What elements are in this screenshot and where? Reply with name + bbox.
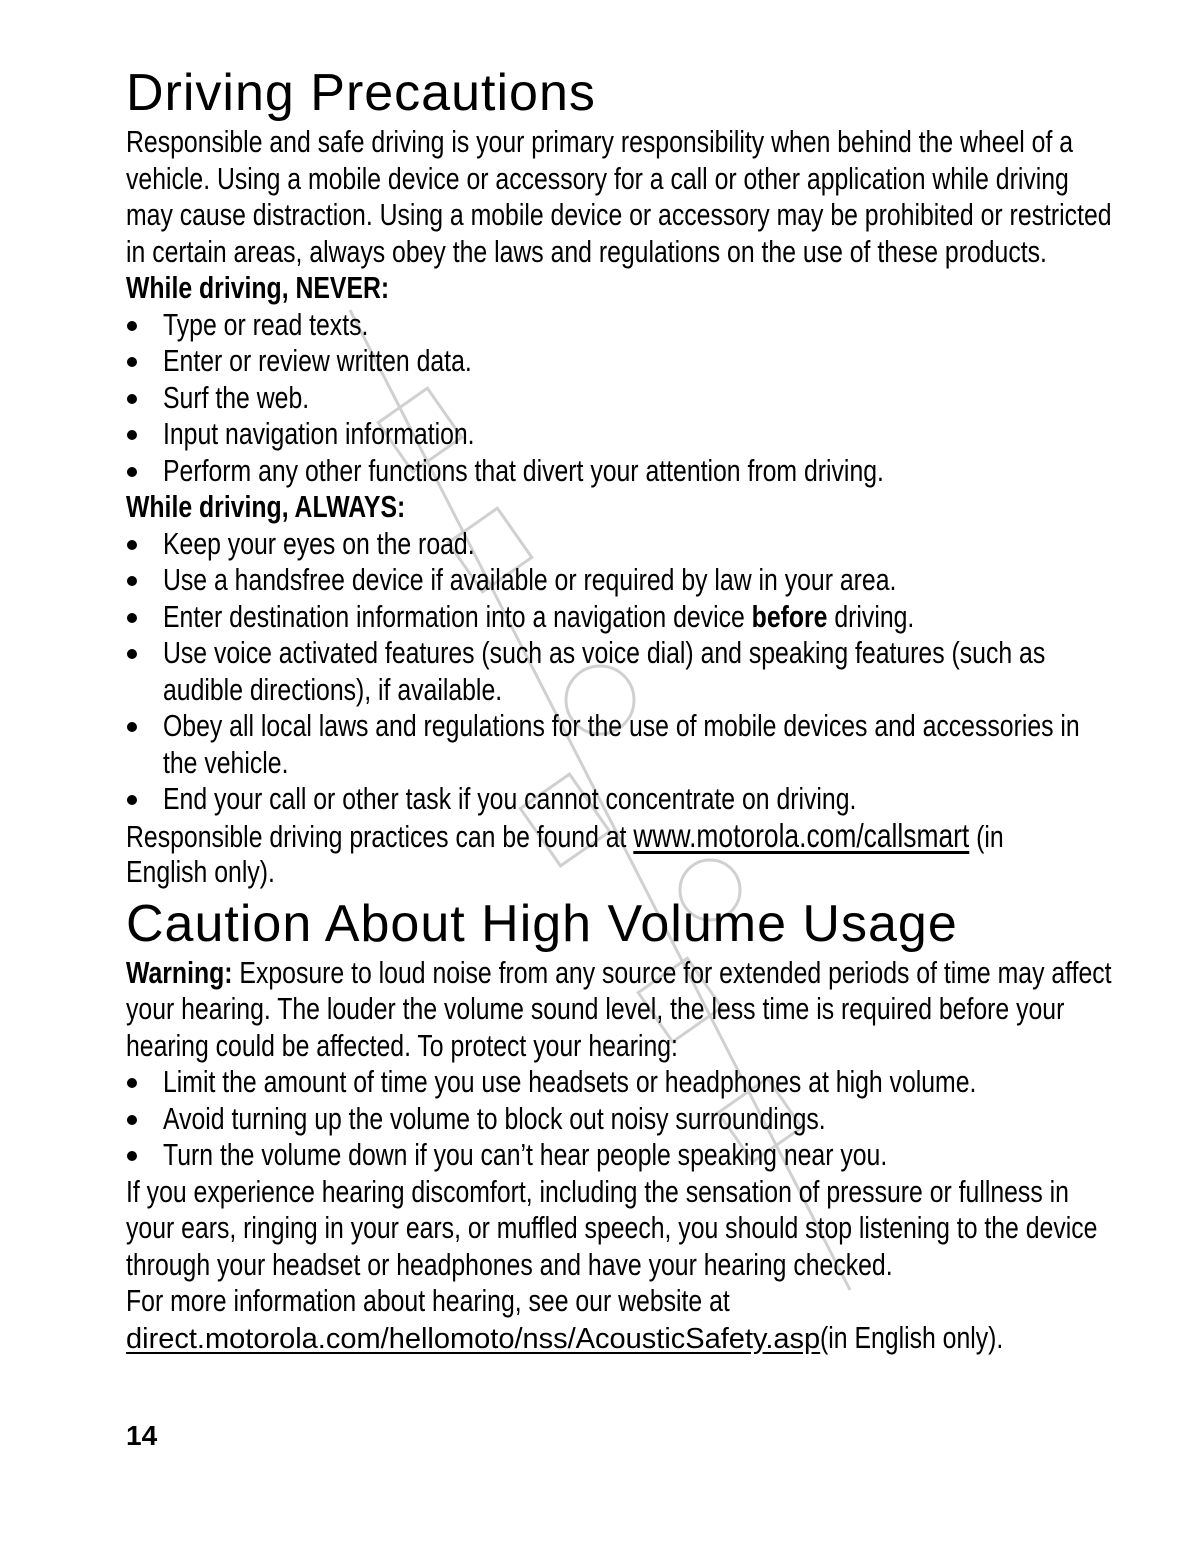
list-item xyxy=(126,307,1066,344)
warning-label: Warning: xyxy=(126,954,233,990)
list-item-text: Surf the web. xyxy=(163,379,310,415)
list-item-text: Obey all local laws and regulations for the use of mobile devices and accessories in xyxy=(163,708,1080,743)
volume-discomfort xyxy=(126,1173,1098,1360)
bullet-dot-icon xyxy=(127,649,137,659)
list-item xyxy=(126,1101,1066,1138)
volume-warning xyxy=(126,954,1112,1065)
list-item xyxy=(126,380,1066,417)
list-item xyxy=(126,526,1066,563)
list-item xyxy=(126,453,1066,490)
page-content xyxy=(126,62,1112,1360)
practices-line xyxy=(126,818,1004,856)
list-item xyxy=(126,562,1066,599)
emphasis-before: before xyxy=(751,598,828,634)
warning-line: hearing could be affected. To protect your hearing: xyxy=(126,1027,678,1063)
bullet-dot-icon xyxy=(127,1078,137,1088)
callsmart-link[interactable]: www.motorola.com/callsmart xyxy=(633,816,970,854)
always-list xyxy=(126,525,1080,818)
bullet-dot-icon xyxy=(127,321,137,331)
acoustic-safety-link[interactable]: direct.motorola.com/hellomoto/nss/AcousticSafety.asp xyxy=(126,1322,821,1355)
list-item-text: the vehicle. xyxy=(163,744,289,780)
section-title-volume: Caution About High Volume Usage xyxy=(126,894,958,953)
list-item xyxy=(126,781,1066,818)
item-text-part: Enter destination information into a navigation device xyxy=(163,598,752,634)
intro-line: in certain areas, always obey the laws and regulations on the use of these products. xyxy=(126,233,1047,269)
more-info-line: For more information about hearing, see our website at xyxy=(126,1283,730,1318)
discomfort-line: through your headset or headphones and have your hearing checked. xyxy=(126,1246,893,1282)
item-text-part: driving. xyxy=(827,598,915,634)
list-item-text: Use a handsfree device if available or required by law in your area. xyxy=(163,562,897,597)
volume-list xyxy=(126,1064,1066,1174)
bullet-dot-icon xyxy=(127,540,137,550)
practices-line: English only). xyxy=(126,854,275,889)
bullet-dot-icon xyxy=(127,722,137,732)
list-item xyxy=(126,416,1066,453)
intro-line: may cause distraction. Using a mobile device or accessory may be prohibited or restricted xyxy=(126,197,1112,232)
bullet-dot-icon xyxy=(127,467,137,477)
list-item xyxy=(126,1064,1066,1101)
never-heading: While driving, NEVER: xyxy=(126,270,390,305)
list-item-text: Keep your eyes on the road. xyxy=(163,525,475,561)
list-item-text: Avoid turning up the volume to block out noisy surroundings. xyxy=(163,1100,826,1136)
bullet-dot-icon xyxy=(127,576,137,586)
list-item xyxy=(126,708,1080,781)
bullet-dot-icon xyxy=(127,1115,137,1125)
list-item-text: audible directions), if available. xyxy=(163,671,503,707)
bullet-dot-icon xyxy=(127,430,137,440)
list-item-text: Use voice activated features (such as voice dial) and speaking features (such as xyxy=(163,635,1046,670)
bullet-dot-icon xyxy=(127,795,137,805)
more-info-post: (in English only). xyxy=(820,1319,1004,1355)
list-item xyxy=(126,599,1066,636)
bullet-dot-icon xyxy=(127,357,137,367)
list-item xyxy=(126,1137,1066,1174)
page-number: 14 xyxy=(126,1420,158,1451)
driving-intro xyxy=(126,124,1112,270)
list-item-text: Perform any other functions that divert your attention from driving. xyxy=(163,452,884,488)
practices-text: (in xyxy=(969,818,1004,854)
intro-line: Responsible and safe driving is your primary responsibility when behind the wheel of a xyxy=(126,124,1074,159)
list-item xyxy=(126,635,1066,708)
warning-line: your hearing. The louder the volume sound level, the less time is required before your xyxy=(126,991,1065,1026)
warning-line xyxy=(126,955,1112,992)
bullet-dot-icon xyxy=(127,394,137,404)
list-item-text: Limit the amount of time you use headsets or headphones at high volume. xyxy=(163,1064,977,1099)
discomfort-line: If you experience hearing discomfort, including the sensation of pressure or fullness in xyxy=(126,1173,1069,1209)
always-heading: While driving, ALWAYS: xyxy=(126,489,406,524)
list-item-text: Input navigation information. xyxy=(163,416,475,451)
list-item-text: Turn the volume down if you can’t hear people speaking near you. xyxy=(163,1137,888,1172)
bullet-dot-icon xyxy=(127,613,137,623)
driving-practices xyxy=(126,818,1066,891)
list-item-text: End your call or other task if you cannot concentrate on driving. xyxy=(163,781,857,816)
bullet-dot-icon xyxy=(127,1151,137,1161)
list-item-text: Type or read texts. xyxy=(163,306,369,342)
list-item-text xyxy=(163,599,914,636)
practices-text: Responsible driving practices can be found at xyxy=(126,818,634,854)
warning-text: Exposure to loud noise from any source for extended periods of time may affect xyxy=(232,954,1112,990)
never-list xyxy=(126,307,1066,490)
intro-line: vehicle. Using a mobile device or accessory for a call or other application while driving xyxy=(126,160,1069,196)
discomfort-line: your ears, ringing in your ears, or muffled speech, you should stop listening to the device xyxy=(126,1210,1098,1245)
list-item-text: Enter or review written data. xyxy=(163,343,472,378)
section-title-driving: Driving Precautions xyxy=(126,64,596,122)
list-item xyxy=(126,343,1066,380)
